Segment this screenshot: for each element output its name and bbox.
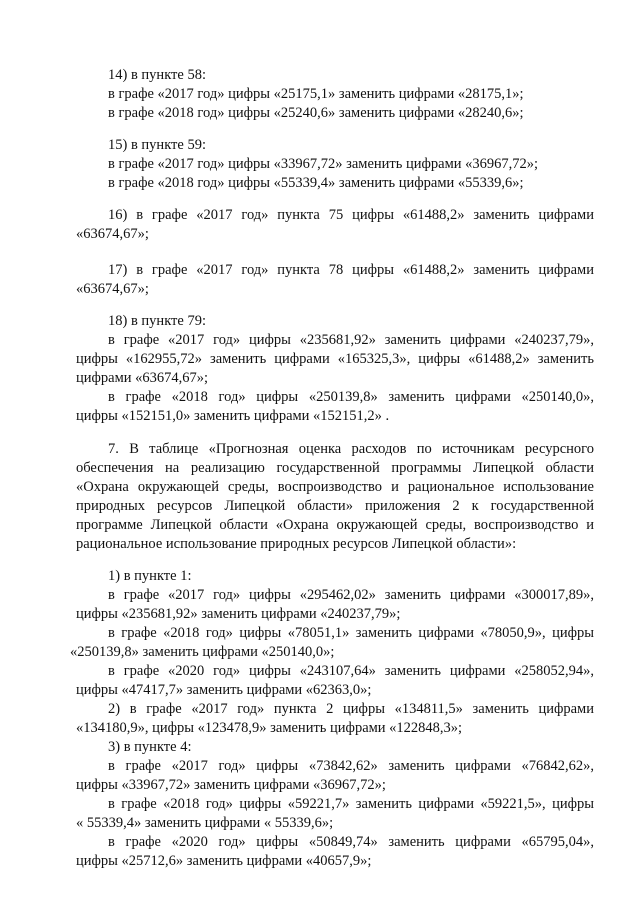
text-line: 15) в пункте 59:: [108, 137, 206, 153]
text-line: в графе «2018 год» цифры «25240,6» заменить цифрами «28240,6»;: [108, 105, 524, 121]
text-line: рациональное использование природных ресурсов Липецкой области»:: [76, 536, 517, 552]
text-line: в графе «2018 год» цифры «55339,4» заменить цифрами «55339,6»;: [108, 175, 524, 191]
text-line: цифры «25712,6» заменить цифрами «40657,9»;: [76, 853, 372, 869]
text-line: природных ресурсов Липецкой области» приложения 2 к государственной: [76, 498, 594, 514]
text-line: в графе «2020 год» цифры «243107,64» заменить цифрами «258052,94»,: [108, 663, 594, 679]
text-line: программе Липецкой области «Охрана окружающей среды, воспроизводство и: [76, 517, 594, 533]
text-line: в графе «2017 год» цифры «33967,72» заменить цифрами «36967,72»;: [108, 156, 539, 172]
text-line: цифры «162955,72» заменить цифрами «165325,3», цифры «61488,2» заменить: [76, 351, 594, 367]
text-line: 1) в пункте 1:: [108, 568, 192, 584]
text-line: «63674,67»;: [76, 226, 149, 242]
text-line: в графе «2017 год» цифры «25175,1» заменить цифрами «28175,1»;: [108, 86, 524, 102]
text-line: обеспечения на реализацию государственной программы Липецкой области: [76, 460, 594, 476]
text-line: цифры «152151,0» заменить цифрами «152151,2» .: [76, 408, 390, 424]
text-line: в графе «2017 год» цифры «235681,92» заменить цифрами «240237,79»,: [108, 332, 594, 348]
text-line: 17) в графе «2017 год» пункта 78 цифры «61488,2» заменить цифрами: [108, 262, 594, 278]
text-line: 7. В таблице «Прогнозная оценка расходов по источникам ресурсного: [108, 441, 594, 457]
text-line: в графе «2018 год» цифры «78051,1» заменить цифрами «78050,9», цифры: [108, 625, 594, 641]
text-line: в графе «2020 год» цифры «50849,74» заменить цифрами «65795,04»,: [108, 834, 594, 850]
text-line: 18) в пункте 79:: [108, 313, 206, 329]
text-line: в графе «2017 год» цифры «295462,02» заменить цифрами «300017,89»,: [108, 587, 594, 603]
text-line: цифры «47417,7» заменить цифрами «62363,0»;: [76, 682, 372, 698]
text-line: в графе «2017 год» цифры «73842,62» заменить цифрами «76842,62»,: [108, 758, 594, 774]
text-line: в графе «2018 год» цифры «59221,7» заменить цифрами «59221,5», цифры: [108, 796, 594, 812]
text-line: «63674,67»;: [76, 281, 149, 297]
text-line: «250139,8» заменить цифрами «250140,0»;: [70, 644, 335, 660]
text-line: в графе «2018 год» цифры «250139,8» заменить цифрами «250140,0»,: [108, 389, 594, 405]
text-line: цифры «33967,72» заменить цифрами «36967,72»;: [76, 777, 386, 793]
text-line: 2) в графе «2017 год» пункта 2 цифры «134811,5» заменить цифрами: [108, 701, 594, 717]
text-line: цифрами «63674,67»;: [76, 370, 209, 386]
text-line: «134180,9», цифры «123478,9» заменить цифрами «122848,3»;: [76, 720, 463, 736]
text-line: 16) в графе «2017 год» пункта 75 цифры «61488,2» заменить цифрами: [108, 207, 594, 223]
text-line: «Охрана окружающей среды, воспроизводство и рациональное использование: [76, 479, 594, 495]
text-line: 3) в пункте 4:: [108, 739, 192, 755]
text-line: « 55339,4» заменить цифрами « 55339,6»;: [76, 815, 334, 831]
text-line: цифры «235681,92» заменить цифрами «240237,79»;: [76, 606, 401, 622]
text-line: 14) в пункте 58:: [108, 67, 206, 83]
